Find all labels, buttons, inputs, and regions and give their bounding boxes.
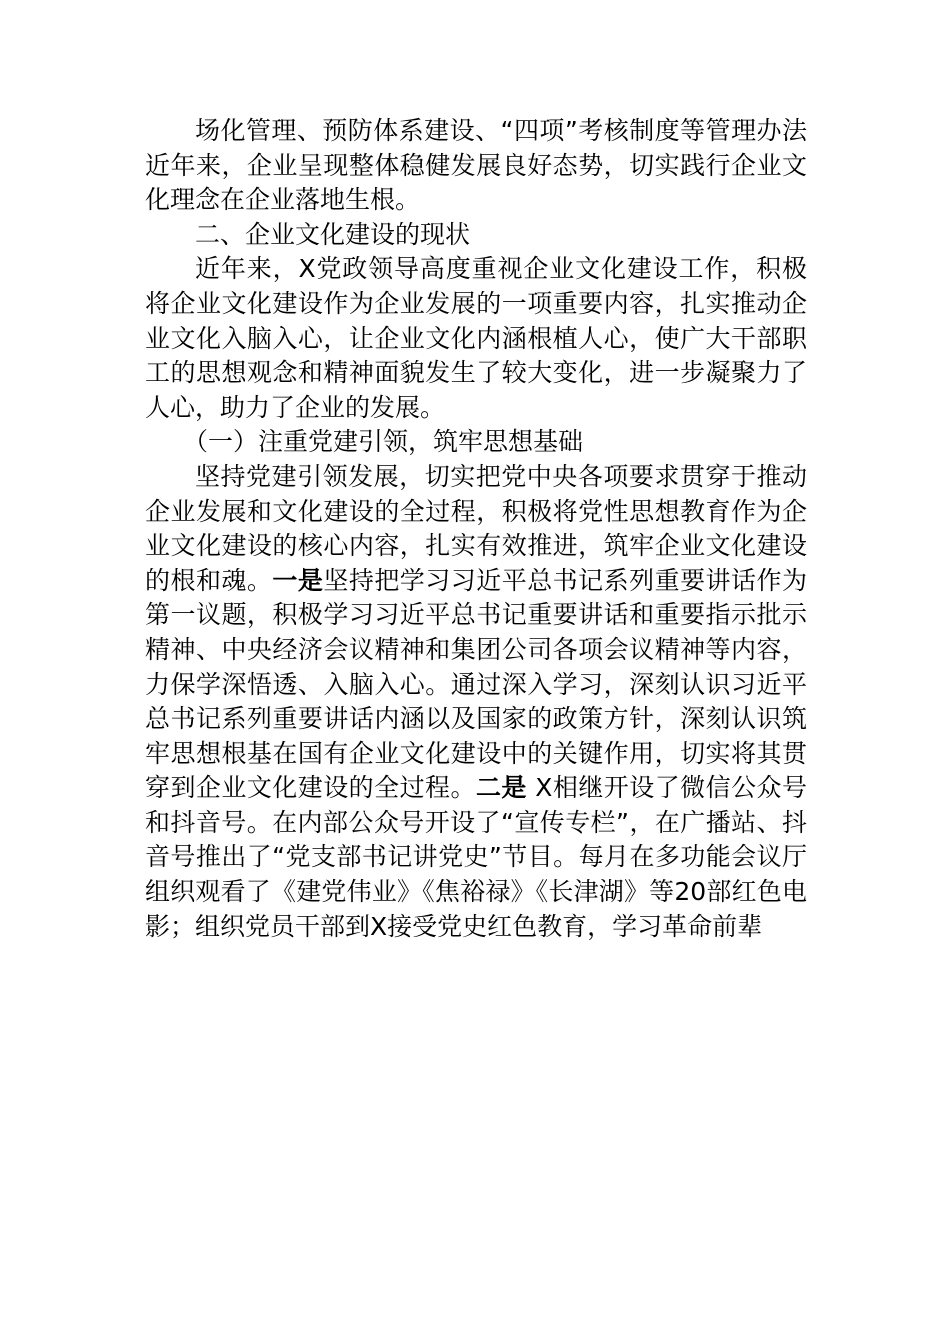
paragraph-status: 近年来，X党政领导高度重视企业文化建设工作，积极将企业文化建设作为企业发展的一项重要内容，扎实推动企业文化入脑入心，让企业文化内涵根植人心，使广大干部职工的思想观念和精神面貌发生了较大变化，进一步凝聚力了人心，助力了企业的发展。 (145, 254, 807, 422)
paragraph-intro: 场化管理、预防体系建设、“四项”考核制度等管理办法近年来，企业呈现整体稳健发展良好态势，切实践行企业文化理念在企业落地生根。 (145, 116, 807, 215)
section-heading: 二、企业文化建设的现状 (195, 219, 471, 249)
bold-marker-first: 一是 (272, 565, 324, 595)
paragraph-text: 坚持党建引领发展，切实把党中央各项要求贯穿于推动企业发展和文化建设的全过程，积极将党性思想教育作为企业文化建设的核心内容，扎实有效推进，筑牢企业文化建设的根和魂。 (145, 461, 807, 595)
document-body (145, 114, 807, 944)
subsection-heading: （一）注重党建引领，筑牢思想基础 (183, 427, 584, 457)
paragraph-text: 坚持把学习习近平总书记系列重要讲话作为第一议题，积极学习习近平总书记重要讲话和重要指示批示精神、中央经济会议精神和集团公司各项会议精神等内容，力保学深悟透、入脑入心。通过深入学习，深刻认识习近平总书记系列重要讲话内涵以及国家的政策方针，深刻认识筑牢思想根基在国有企业文化建设中的关键作用，切实将其贯穿到企业文化建设的全过程。 (145, 565, 807, 803)
bold-marker-second: 二是 (475, 773, 527, 803)
paragraph-party-building (145, 460, 807, 944)
paragraph-text: X相继开设了微信公众号和抖音号。在内部公众号开设了“宣传专栏”，在广播站、抖音号推出了“党支部书记讲党史”节目。每月在多功能会议厅组织观看了《建党伟业》《焦裕禄》《长津湖》等20部红色电影；组织党员干部到X接受党史红色教育，学习革命前辈 (145, 773, 807, 941)
